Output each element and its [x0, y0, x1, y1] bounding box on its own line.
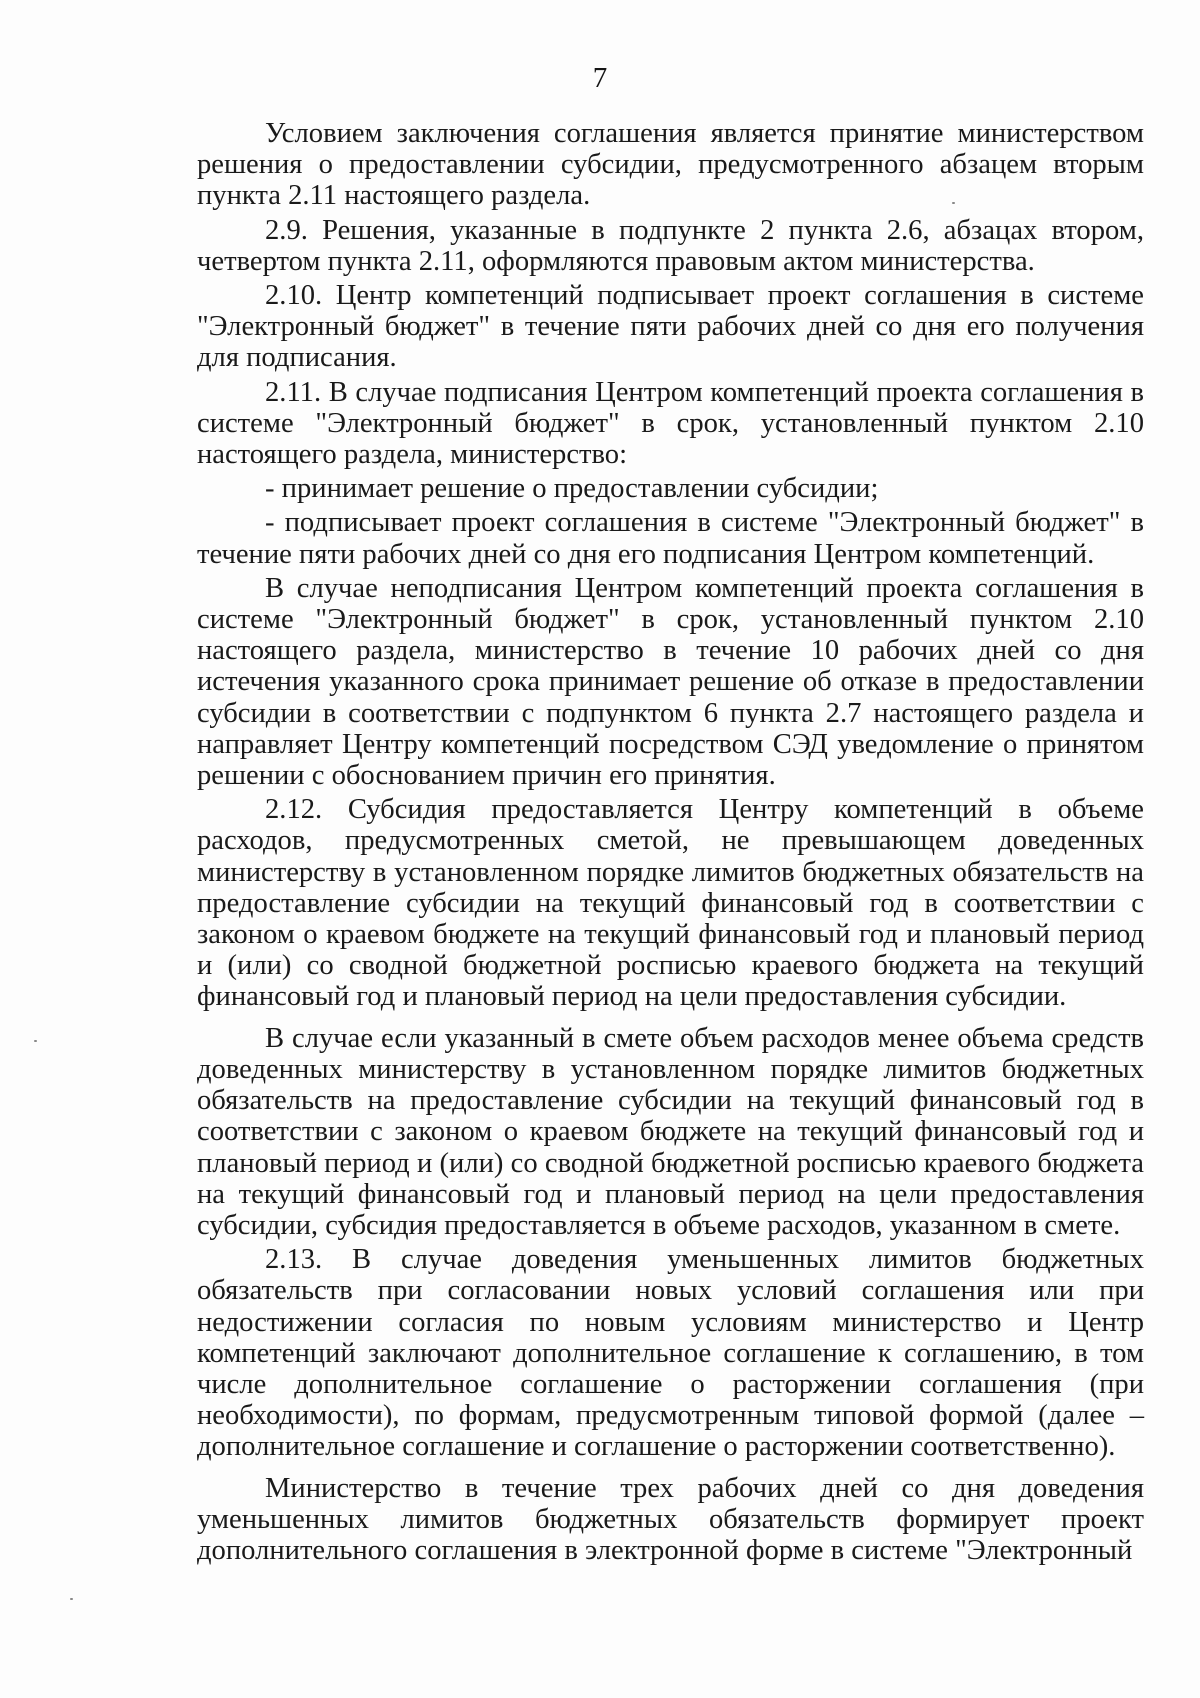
paragraph-ministry: Министерство в течение трех рабочих дней со дня доведения уменьшенных лимитов бюджетных обязательств формирует проект дополнительного соглашения в электронной форме в системе "Электронный: [197, 1472, 1144, 1566]
list-item-decision: - принимает решение о предоставлении субсидии;: [265, 473, 879, 505]
paragraph-non-signing: В случае неподписания Центром компетенций проекта соглашения в системе "Электронный бюджет" в срок, установленный пунктом 2.10 настоящего раздела, министерство в течение 10 рабочих дней со дня истечения указанного срока принимает решение об отказе в предоставлении субсидии в соответствии с подпунктом 6 пункта 2.7 настоящего раздела и направляет Центру компетенций посредством СЭД уведомление о принятом решении с обоснованием причин его принятия.: [197, 572, 1144, 792]
paragraph-2-10: 2.10. Центр компетенций подписывает проект соглашения в системе "Электронный бюджет" в течение пяти рабочих дней со дня его получения для подписания.: [197, 280, 1144, 374]
paragraph-2-11: 2.11. В случае подписания Центром компетенций проекта соглашения в системе "Электронный бюджет" в срок, установленный пунктом 2.10 настоящего раздела, министерство:: [197, 376, 1144, 471]
scan-speck: [70, 1598, 73, 1600]
list-item-sign: - подписывает проект соглашения в системе "Электронный бюджет" в течение пяти рабочих дней со дня его подписания Центром компетенций.: [197, 507, 1144, 570]
paragraph-estimate: В случае если указанный в смете объем расходов менее объема средств доведенных министерству в установленном порядке лимитов бюджетных обязательств на предоставление субсидии на текущий финансовый год в соответствии с законом о краевом бюджете на текущий финансовый год и плановый период и (или) со сводной бюджетной росписью краевого бюджета на текущий финансовый год и плановый период на цели предоставления субсидии, субсидия предоставляется в объеме расходов, указанном в смете.: [197, 1022, 1144, 1241]
paragraph-2-13: 2.13. В случае доведения уменьшенных лимитов бюджетных обязательств при согласовании новых условий соглашения или при недостижении согласия по новым условиям министерство и Центр компетенций заключают дополнительное соглашение к соглашению, в том числе дополнительное соглашение о расторжении соглашения (при необходимости), по формам, предусмотренным типовой формой (далее – дополнительное соглашение и соглашение о расторжении соответственно).: [197, 1244, 1144, 1463]
page-number: 7: [592, 62, 608, 94]
paragraph-2-9: 2.9. Решения, указанные в подпункте 2 пункта 2.6, абзацах втором, четвертом пункта 2.11, оформляются правовым актом министерства.: [197, 214, 1144, 277]
paragraph-condition: Условием заключения соглашения является принятие министерством решения о предоставлении субсидии, предусмотренного абзацем вторым пункта 2.11 настоящего раздела.: [197, 118, 1144, 212]
scan-speck: [34, 1040, 37, 1042]
document-body: [197, 118, 1144, 1566]
scan-speck: [952, 202, 955, 204]
paragraph-2-12: 2.12. Субсидия предоставляется Центру компетенций в объеме расходов, предусмотренных сметой, не превышающем доведенных министерству в установленном порядке лимитов бюджетных обязательств на предоставление субсидии на текущий финансовый год в соответствии с законом о краевом бюджете на текущий финансовый год и плановый период и (или) со сводной бюджетной росписью краевого бюджета на текущий финансовый год и плановый период на цели предоставления субсидии.: [197, 794, 1144, 1013]
